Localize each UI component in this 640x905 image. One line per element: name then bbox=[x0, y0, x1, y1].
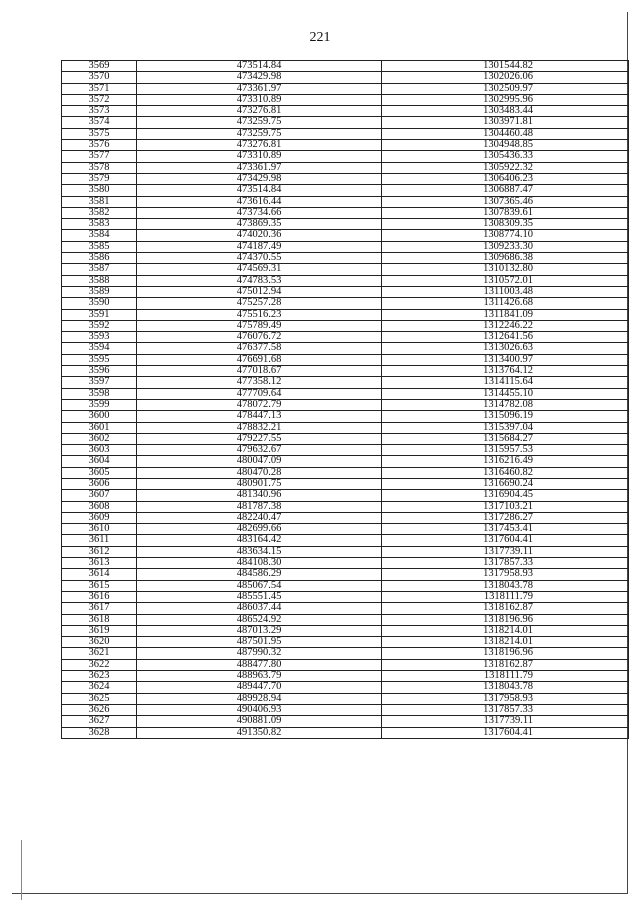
table-row bbox=[62, 343, 629, 354]
y-coordinate-cell: 1313764.12 bbox=[382, 366, 629, 377]
point-number-cell: 3591 bbox=[62, 309, 137, 320]
point-number-cell: 3594 bbox=[62, 343, 137, 354]
table-row bbox=[62, 603, 629, 614]
y-coordinate-cell: 1312641.56 bbox=[382, 332, 629, 343]
point-number-cell: 3599 bbox=[62, 399, 137, 410]
x-coordinate-cell: 488963.79 bbox=[137, 671, 382, 682]
point-number-cell: 3627 bbox=[62, 716, 137, 727]
table-row bbox=[62, 253, 629, 264]
x-coordinate-cell: 476691.68 bbox=[137, 354, 382, 365]
y-coordinate-cell: 1315684.27 bbox=[382, 433, 629, 444]
x-coordinate-cell: 473514.84 bbox=[137, 61, 382, 72]
x-coordinate-cell: 483164.42 bbox=[137, 535, 382, 546]
y-coordinate-cell: 1317103.21 bbox=[382, 501, 629, 512]
x-coordinate-cell: 485067.54 bbox=[137, 580, 382, 591]
point-number-cell: 3614 bbox=[62, 569, 137, 580]
point-number-cell: 3617 bbox=[62, 603, 137, 614]
y-coordinate-cell: 1310572.01 bbox=[382, 275, 629, 286]
table-row bbox=[62, 524, 629, 535]
x-coordinate-cell: 480047.09 bbox=[137, 456, 382, 467]
y-coordinate-cell: 1317739.11 bbox=[382, 546, 629, 557]
table-row bbox=[62, 354, 629, 365]
table-row bbox=[62, 162, 629, 173]
y-coordinate-cell: 1313026.63 bbox=[382, 343, 629, 354]
table-row bbox=[62, 388, 629, 399]
y-coordinate-cell: 1302509.97 bbox=[382, 83, 629, 94]
table-row bbox=[62, 151, 629, 162]
x-coordinate-cell: 477358.12 bbox=[137, 377, 382, 388]
y-coordinate-cell: 1318196.96 bbox=[382, 614, 629, 625]
y-coordinate-cell: 1316690.24 bbox=[382, 478, 629, 489]
x-coordinate-cell: 473869.35 bbox=[137, 219, 382, 230]
x-coordinate-cell: 473734.66 bbox=[137, 207, 382, 218]
x-coordinate-cell: 478072.79 bbox=[137, 399, 382, 410]
x-coordinate-cell: 487990.32 bbox=[137, 648, 382, 659]
x-coordinate-cell: 474370.55 bbox=[137, 253, 382, 264]
point-number-cell: 3578 bbox=[62, 162, 137, 173]
x-coordinate-cell: 473259.75 bbox=[137, 117, 382, 128]
point-number-cell: 3580 bbox=[62, 185, 137, 196]
point-number-cell: 3593 bbox=[62, 332, 137, 343]
y-coordinate-cell: 1303971.81 bbox=[382, 117, 629, 128]
x-coordinate-cell: 473310.89 bbox=[137, 151, 382, 162]
table-row bbox=[62, 614, 629, 625]
x-coordinate-cell: 475257.28 bbox=[137, 298, 382, 309]
x-coordinate-cell: 474187.49 bbox=[137, 241, 382, 252]
table-row bbox=[62, 704, 629, 715]
table-row bbox=[62, 433, 629, 444]
table-row bbox=[62, 61, 629, 72]
table-row bbox=[62, 117, 629, 128]
y-coordinate-cell: 1315096.19 bbox=[382, 411, 629, 422]
x-coordinate-cell: 478832.21 bbox=[137, 422, 382, 433]
point-number-cell: 3586 bbox=[62, 253, 137, 264]
point-number-cell: 3579 bbox=[62, 173, 137, 184]
point-number-cell: 3602 bbox=[62, 433, 137, 444]
y-coordinate-cell: 1316216.49 bbox=[382, 456, 629, 467]
x-coordinate-cell: 473361.97 bbox=[137, 83, 382, 94]
x-coordinate-cell: 480901.75 bbox=[137, 478, 382, 489]
point-number-cell: 3585 bbox=[62, 241, 137, 252]
y-coordinate-cell: 1311426.68 bbox=[382, 298, 629, 309]
table-row bbox=[62, 264, 629, 275]
table-row bbox=[62, 535, 629, 546]
x-coordinate-cell: 487501.95 bbox=[137, 637, 382, 648]
point-number-cell: 3598 bbox=[62, 388, 137, 399]
table-row bbox=[62, 671, 629, 682]
table-row bbox=[62, 173, 629, 184]
x-coordinate-cell: 487013.29 bbox=[137, 625, 382, 636]
table-row bbox=[62, 332, 629, 343]
table-row bbox=[62, 580, 629, 591]
table-row bbox=[62, 456, 629, 467]
x-coordinate-cell: 473276.81 bbox=[137, 106, 382, 117]
y-coordinate-cell: 1315397.04 bbox=[382, 422, 629, 433]
point-number-cell: 3606 bbox=[62, 478, 137, 489]
y-coordinate-cell: 1318162.87 bbox=[382, 603, 629, 614]
table-row bbox=[62, 241, 629, 252]
x-coordinate-cell: 475516.23 bbox=[137, 309, 382, 320]
x-coordinate-cell: 483634.15 bbox=[137, 546, 382, 557]
coordinates-table bbox=[61, 60, 629, 739]
table-row bbox=[62, 445, 629, 456]
table-row bbox=[62, 512, 629, 523]
table-row bbox=[62, 377, 629, 388]
y-coordinate-cell: 1317857.33 bbox=[382, 558, 629, 569]
x-coordinate-cell: 490881.09 bbox=[137, 716, 382, 727]
y-coordinate-cell: 1304948.85 bbox=[382, 140, 629, 151]
coordinates-table-body bbox=[62, 61, 629, 739]
point-number-cell: 3596 bbox=[62, 366, 137, 377]
table-row bbox=[62, 625, 629, 636]
table-row bbox=[62, 411, 629, 422]
y-coordinate-cell: 1316460.82 bbox=[382, 467, 629, 478]
y-coordinate-cell: 1310132.80 bbox=[382, 264, 629, 275]
y-coordinate-cell: 1314115.64 bbox=[382, 377, 629, 388]
table-row bbox=[62, 128, 629, 139]
table-row bbox=[62, 501, 629, 512]
y-coordinate-cell: 1302995.96 bbox=[382, 94, 629, 105]
y-coordinate-cell: 1303483.44 bbox=[382, 106, 629, 117]
x-coordinate-cell: 484586.29 bbox=[137, 569, 382, 580]
x-coordinate-cell: 489928.94 bbox=[137, 693, 382, 704]
y-coordinate-cell: 1317857.33 bbox=[382, 704, 629, 715]
page-edge-line bbox=[21, 840, 22, 900]
point-number-cell: 3605 bbox=[62, 467, 137, 478]
y-coordinate-cell: 1307839.61 bbox=[382, 207, 629, 218]
y-coordinate-cell: 1315957.53 bbox=[382, 445, 629, 456]
x-coordinate-cell: 486524.92 bbox=[137, 614, 382, 625]
table-row bbox=[62, 716, 629, 727]
x-coordinate-cell: 473514.84 bbox=[137, 185, 382, 196]
point-number-cell: 3575 bbox=[62, 128, 137, 139]
x-coordinate-cell: 485551.45 bbox=[137, 591, 382, 602]
x-coordinate-cell: 488477.80 bbox=[137, 659, 382, 670]
point-number-cell: 3620 bbox=[62, 637, 137, 648]
table-row bbox=[62, 309, 629, 320]
y-coordinate-cell: 1309686.38 bbox=[382, 253, 629, 264]
point-number-cell: 3577 bbox=[62, 151, 137, 162]
table-row bbox=[62, 648, 629, 659]
y-coordinate-cell: 1318214.01 bbox=[382, 637, 629, 648]
x-coordinate-cell: 479632.67 bbox=[137, 445, 382, 456]
point-number-cell: 3611 bbox=[62, 535, 137, 546]
y-coordinate-cell: 1318162.87 bbox=[382, 659, 629, 670]
point-number-cell: 3576 bbox=[62, 140, 137, 151]
x-coordinate-cell: 482240.47 bbox=[137, 512, 382, 523]
table-row bbox=[62, 591, 629, 602]
y-coordinate-cell: 1316904.45 bbox=[382, 490, 629, 501]
y-coordinate-cell: 1304460.48 bbox=[382, 128, 629, 139]
table-row bbox=[62, 478, 629, 489]
x-coordinate-cell: 481340.96 bbox=[137, 490, 382, 501]
point-number-cell: 3618 bbox=[62, 614, 137, 625]
point-number-cell: 3597 bbox=[62, 377, 137, 388]
table-row bbox=[62, 185, 629, 196]
x-coordinate-cell: 484108.30 bbox=[137, 558, 382, 569]
table-row bbox=[62, 569, 629, 580]
y-coordinate-cell: 1318196.96 bbox=[382, 648, 629, 659]
y-coordinate-cell: 1318214.01 bbox=[382, 625, 629, 636]
x-coordinate-cell: 473259.75 bbox=[137, 128, 382, 139]
y-coordinate-cell: 1306406.23 bbox=[382, 173, 629, 184]
y-coordinate-cell: 1318111.79 bbox=[382, 591, 629, 602]
y-coordinate-cell: 1314455.10 bbox=[382, 388, 629, 399]
y-coordinate-cell: 1309233.30 bbox=[382, 241, 629, 252]
y-coordinate-cell: 1317958.93 bbox=[382, 693, 629, 704]
y-coordinate-cell: 1318111.79 bbox=[382, 671, 629, 682]
x-coordinate-cell: 478447.13 bbox=[137, 411, 382, 422]
point-number-cell: 3610 bbox=[62, 524, 137, 535]
table-row bbox=[62, 399, 629, 410]
x-coordinate-cell: 476377.58 bbox=[137, 343, 382, 354]
table-row bbox=[62, 207, 629, 218]
point-number-cell: 3619 bbox=[62, 625, 137, 636]
table-row bbox=[62, 72, 629, 83]
table-row bbox=[62, 83, 629, 94]
point-number-cell: 3588 bbox=[62, 275, 137, 286]
point-number-cell: 3601 bbox=[62, 422, 137, 433]
x-coordinate-cell: 474783.53 bbox=[137, 275, 382, 286]
point-number-cell: 3616 bbox=[62, 591, 137, 602]
table-row bbox=[62, 422, 629, 433]
y-coordinate-cell: 1305922.32 bbox=[382, 162, 629, 173]
table-row bbox=[62, 219, 629, 230]
table-row bbox=[62, 196, 629, 207]
table-row bbox=[62, 637, 629, 648]
table-row bbox=[62, 286, 629, 297]
table-row bbox=[62, 106, 629, 117]
point-number-cell: 3571 bbox=[62, 83, 137, 94]
y-coordinate-cell: 1308774.10 bbox=[382, 230, 629, 241]
table-row bbox=[62, 94, 629, 105]
x-coordinate-cell: 475012.94 bbox=[137, 286, 382, 297]
y-coordinate-cell: 1317604.41 bbox=[382, 727, 629, 738]
point-number-cell: 3623 bbox=[62, 671, 137, 682]
y-coordinate-cell: 1317958.93 bbox=[382, 569, 629, 580]
point-number-cell: 3573 bbox=[62, 106, 137, 117]
point-number-cell: 3613 bbox=[62, 558, 137, 569]
table-row bbox=[62, 727, 629, 738]
x-coordinate-cell: 482699.66 bbox=[137, 524, 382, 535]
table-row bbox=[62, 546, 629, 557]
y-coordinate-cell: 1317286.27 bbox=[382, 512, 629, 523]
point-number-cell: 3612 bbox=[62, 546, 137, 557]
x-coordinate-cell: 479227.55 bbox=[137, 433, 382, 444]
point-number-cell: 3581 bbox=[62, 196, 137, 207]
x-coordinate-cell: 475789.49 bbox=[137, 320, 382, 331]
table-row bbox=[62, 467, 629, 478]
table-row bbox=[62, 682, 629, 693]
point-number-cell: 3625 bbox=[62, 693, 137, 704]
table-row bbox=[62, 298, 629, 309]
x-coordinate-cell: 473310.89 bbox=[137, 94, 382, 105]
point-number-cell: 3574 bbox=[62, 117, 137, 128]
x-coordinate-cell: 490406.93 bbox=[137, 704, 382, 715]
x-coordinate-cell: 477709.64 bbox=[137, 388, 382, 399]
point-number-cell: 3624 bbox=[62, 682, 137, 693]
table-row bbox=[62, 490, 629, 501]
point-number-cell: 3609 bbox=[62, 512, 137, 523]
point-number-cell: 3592 bbox=[62, 320, 137, 331]
point-number-cell: 3589 bbox=[62, 286, 137, 297]
x-coordinate-cell: 481787.38 bbox=[137, 501, 382, 512]
point-number-cell: 3603 bbox=[62, 445, 137, 456]
y-coordinate-cell: 1318043.78 bbox=[382, 682, 629, 693]
x-coordinate-cell: 476076.72 bbox=[137, 332, 382, 343]
x-coordinate-cell: 477018.67 bbox=[137, 366, 382, 377]
y-coordinate-cell: 1314782.08 bbox=[382, 399, 629, 410]
x-coordinate-cell: 474569.31 bbox=[137, 264, 382, 275]
table-row bbox=[62, 320, 629, 331]
point-number-cell: 3583 bbox=[62, 219, 137, 230]
table-row bbox=[62, 366, 629, 377]
point-number-cell: 3570 bbox=[62, 72, 137, 83]
point-number-cell: 3582 bbox=[62, 207, 137, 218]
point-number-cell: 3628 bbox=[62, 727, 137, 738]
point-number-cell: 3590 bbox=[62, 298, 137, 309]
point-number-cell: 3587 bbox=[62, 264, 137, 275]
point-number-cell: 3626 bbox=[62, 704, 137, 715]
table-row bbox=[62, 659, 629, 670]
y-coordinate-cell: 1305436.33 bbox=[382, 151, 629, 162]
x-coordinate-cell: 486037.44 bbox=[137, 603, 382, 614]
x-coordinate-cell: 489447.70 bbox=[137, 682, 382, 693]
y-coordinate-cell: 1317739.11 bbox=[382, 716, 629, 727]
table-row bbox=[62, 558, 629, 569]
table-row bbox=[62, 140, 629, 151]
point-number-cell: 3572 bbox=[62, 94, 137, 105]
point-number-cell: 3600 bbox=[62, 411, 137, 422]
x-coordinate-cell: 491350.82 bbox=[137, 727, 382, 738]
table-row bbox=[62, 230, 629, 241]
point-number-cell: 3615 bbox=[62, 580, 137, 591]
point-number-cell: 3621 bbox=[62, 648, 137, 659]
point-number-cell: 3608 bbox=[62, 501, 137, 512]
x-coordinate-cell: 473616.44 bbox=[137, 196, 382, 207]
y-coordinate-cell: 1307365.46 bbox=[382, 196, 629, 207]
y-coordinate-cell: 1308309.35 bbox=[382, 219, 629, 230]
y-coordinate-cell: 1311003.48 bbox=[382, 286, 629, 297]
table-row bbox=[62, 693, 629, 704]
y-coordinate-cell: 1311841.09 bbox=[382, 309, 629, 320]
x-coordinate-cell: 473429.98 bbox=[137, 72, 382, 83]
point-number-cell: 3569 bbox=[62, 61, 137, 72]
y-coordinate-cell: 1312246.22 bbox=[382, 320, 629, 331]
y-coordinate-cell: 1302026.06 bbox=[382, 72, 629, 83]
y-coordinate-cell: 1318043.78 bbox=[382, 580, 629, 591]
x-coordinate-cell: 473276.81 bbox=[137, 140, 382, 151]
point-number-cell: 3595 bbox=[62, 354, 137, 365]
y-coordinate-cell: 1301544.82 bbox=[382, 61, 629, 72]
point-number-cell: 3607 bbox=[62, 490, 137, 501]
point-number-cell: 3622 bbox=[62, 659, 137, 670]
y-coordinate-cell: 1306887.47 bbox=[382, 185, 629, 196]
point-number-cell: 3584 bbox=[62, 230, 137, 241]
point-number-cell: 3604 bbox=[62, 456, 137, 467]
page-number: 221 bbox=[309, 30, 331, 45]
y-coordinate-cell: 1317604.41 bbox=[382, 535, 629, 546]
table-row bbox=[62, 275, 629, 286]
x-coordinate-cell: 480470.28 bbox=[137, 467, 382, 478]
y-coordinate-cell: 1313400.97 bbox=[382, 354, 629, 365]
x-coordinate-cell: 473429.98 bbox=[137, 173, 382, 184]
x-coordinate-cell: 473361.97 bbox=[137, 162, 382, 173]
x-coordinate-cell: 474020.36 bbox=[137, 230, 382, 241]
y-coordinate-cell: 1317453.41 bbox=[382, 524, 629, 535]
